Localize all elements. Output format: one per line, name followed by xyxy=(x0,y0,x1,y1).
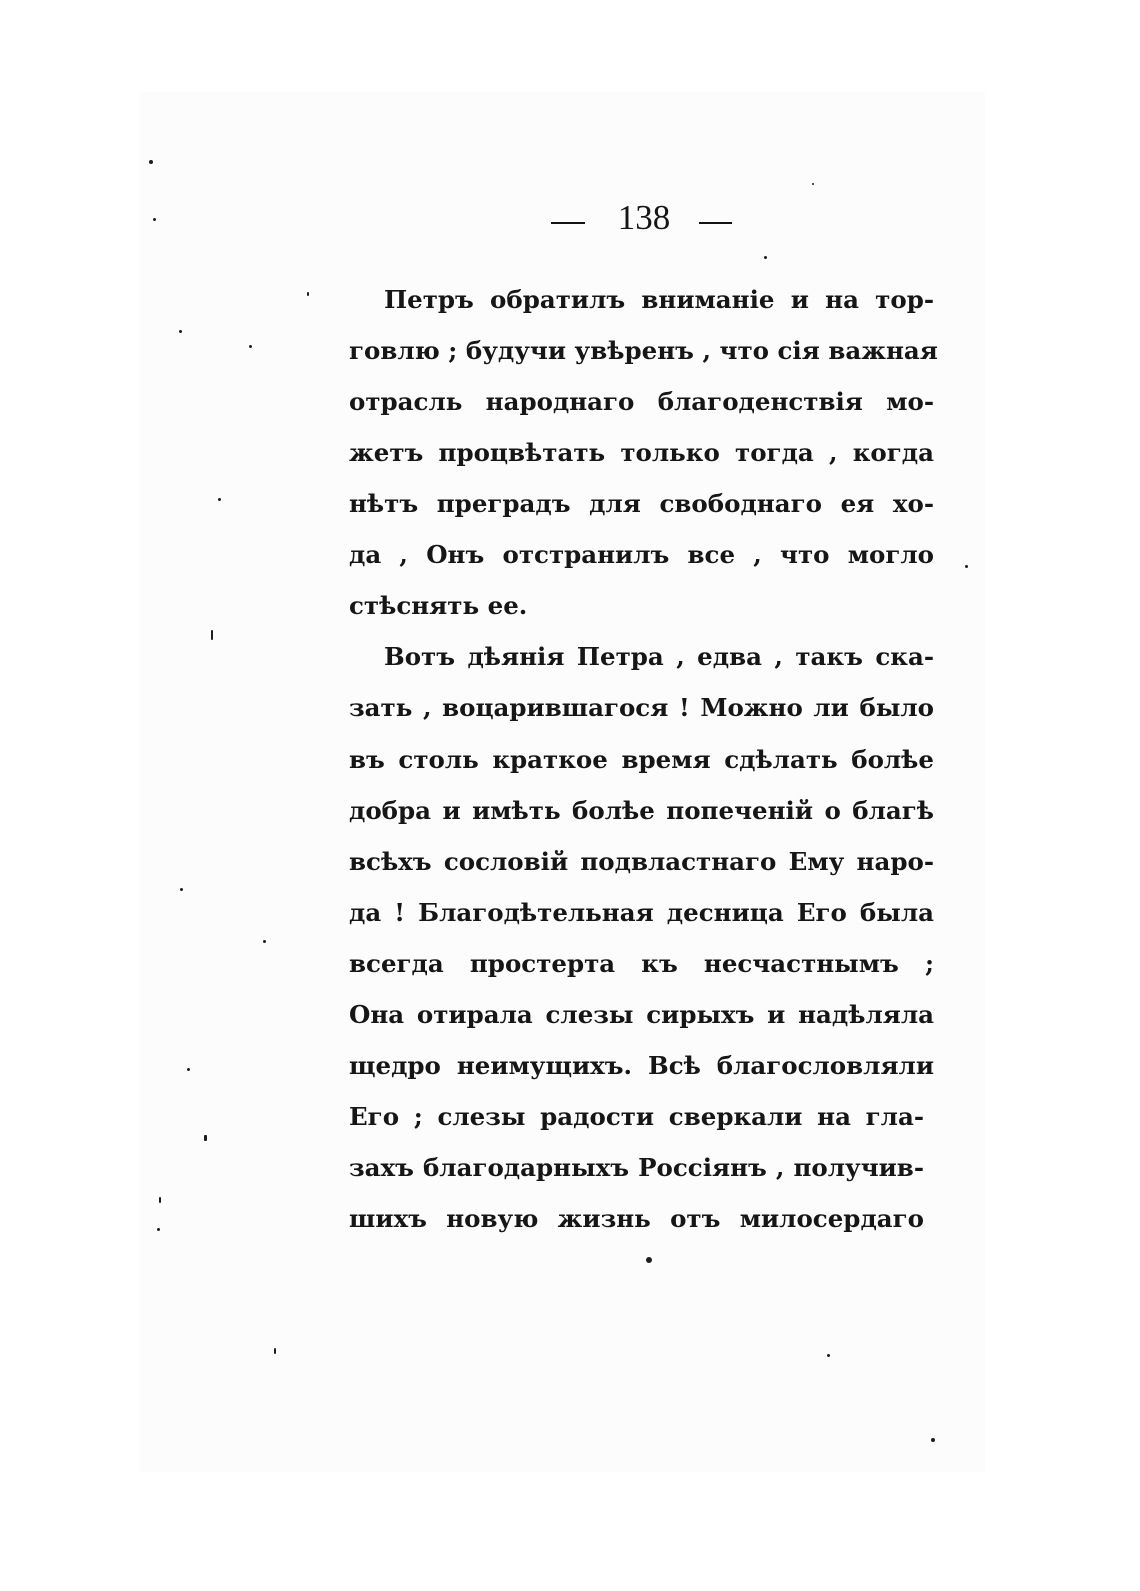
scan-speck xyxy=(931,1438,935,1442)
scan-speck xyxy=(157,1228,160,1231)
scan-speck xyxy=(149,160,153,164)
text-line: въ столь краткое время сдѣлать болѣе xyxy=(349,745,934,774)
scan-speck xyxy=(211,630,213,640)
text-line: да , Онъ отстранилъ все , что могло xyxy=(349,540,934,569)
scan-speck xyxy=(274,1348,276,1354)
scan-speck xyxy=(204,1135,207,1141)
scan-speck xyxy=(764,256,767,259)
scan-speck xyxy=(249,345,252,348)
scan-speck xyxy=(179,330,182,333)
text-line: жетъ процвѣтать только тогда , когда xyxy=(349,438,934,467)
scan-speck xyxy=(827,1354,830,1357)
text-line: нѣтъ преградъ для свободнаго ея хо- xyxy=(349,489,934,518)
text-line: всѣхъ сословій подвластнаго Ему наро- xyxy=(349,847,934,876)
page-number-header xyxy=(551,196,732,244)
text-line-paragraph-start: Вотъ дѣянія Петра , едва , такъ ска- xyxy=(384,642,934,671)
text-line: добра и имѣть болѣе попеченій о благѣ xyxy=(349,796,934,825)
scan-speck xyxy=(159,1197,161,1203)
folio-dash-left xyxy=(551,222,585,224)
scan-speck xyxy=(307,292,309,296)
text-line: отрасль народнаго благоденствія мо- xyxy=(349,387,934,416)
text-line-paragraph-end: стѣснять ее. xyxy=(349,591,528,620)
text-line: да ! Благодѣтельная десница Его была xyxy=(349,898,934,927)
scan-speck xyxy=(646,1257,652,1263)
text-line: Его ; слезы радости сверкали на гла- xyxy=(349,1102,924,1131)
scan-speck xyxy=(812,183,814,185)
page-number: 138 xyxy=(617,198,671,237)
text-line: Петръ обратилъ вниманіе и на тор- xyxy=(384,285,934,314)
text-line: всегда простерта къ несчастнымъ ; xyxy=(349,949,934,978)
scan-speck xyxy=(153,218,156,221)
scan-speck xyxy=(218,498,221,501)
scan-speck xyxy=(965,565,968,568)
folio-dash-right xyxy=(699,222,732,224)
scan-speck xyxy=(263,940,266,943)
text-line: шихъ новую жизнь отъ милосердаго xyxy=(349,1204,924,1233)
text-line: говлю ; будучи увѣренъ , что сія важная xyxy=(349,336,938,365)
text-line: щедро неимущихъ. Всѣ благословляли xyxy=(349,1051,934,1080)
scan-speck xyxy=(187,1068,190,1071)
text-line: Она отирала слезы сирыхъ и надѣляла xyxy=(349,1000,934,1029)
text-line: зать , воцарившагося ! Можно ли было xyxy=(349,693,934,722)
scan-speck xyxy=(180,888,183,891)
text-line: захъ благодарныхъ Россіянъ , получив- xyxy=(349,1153,924,1182)
